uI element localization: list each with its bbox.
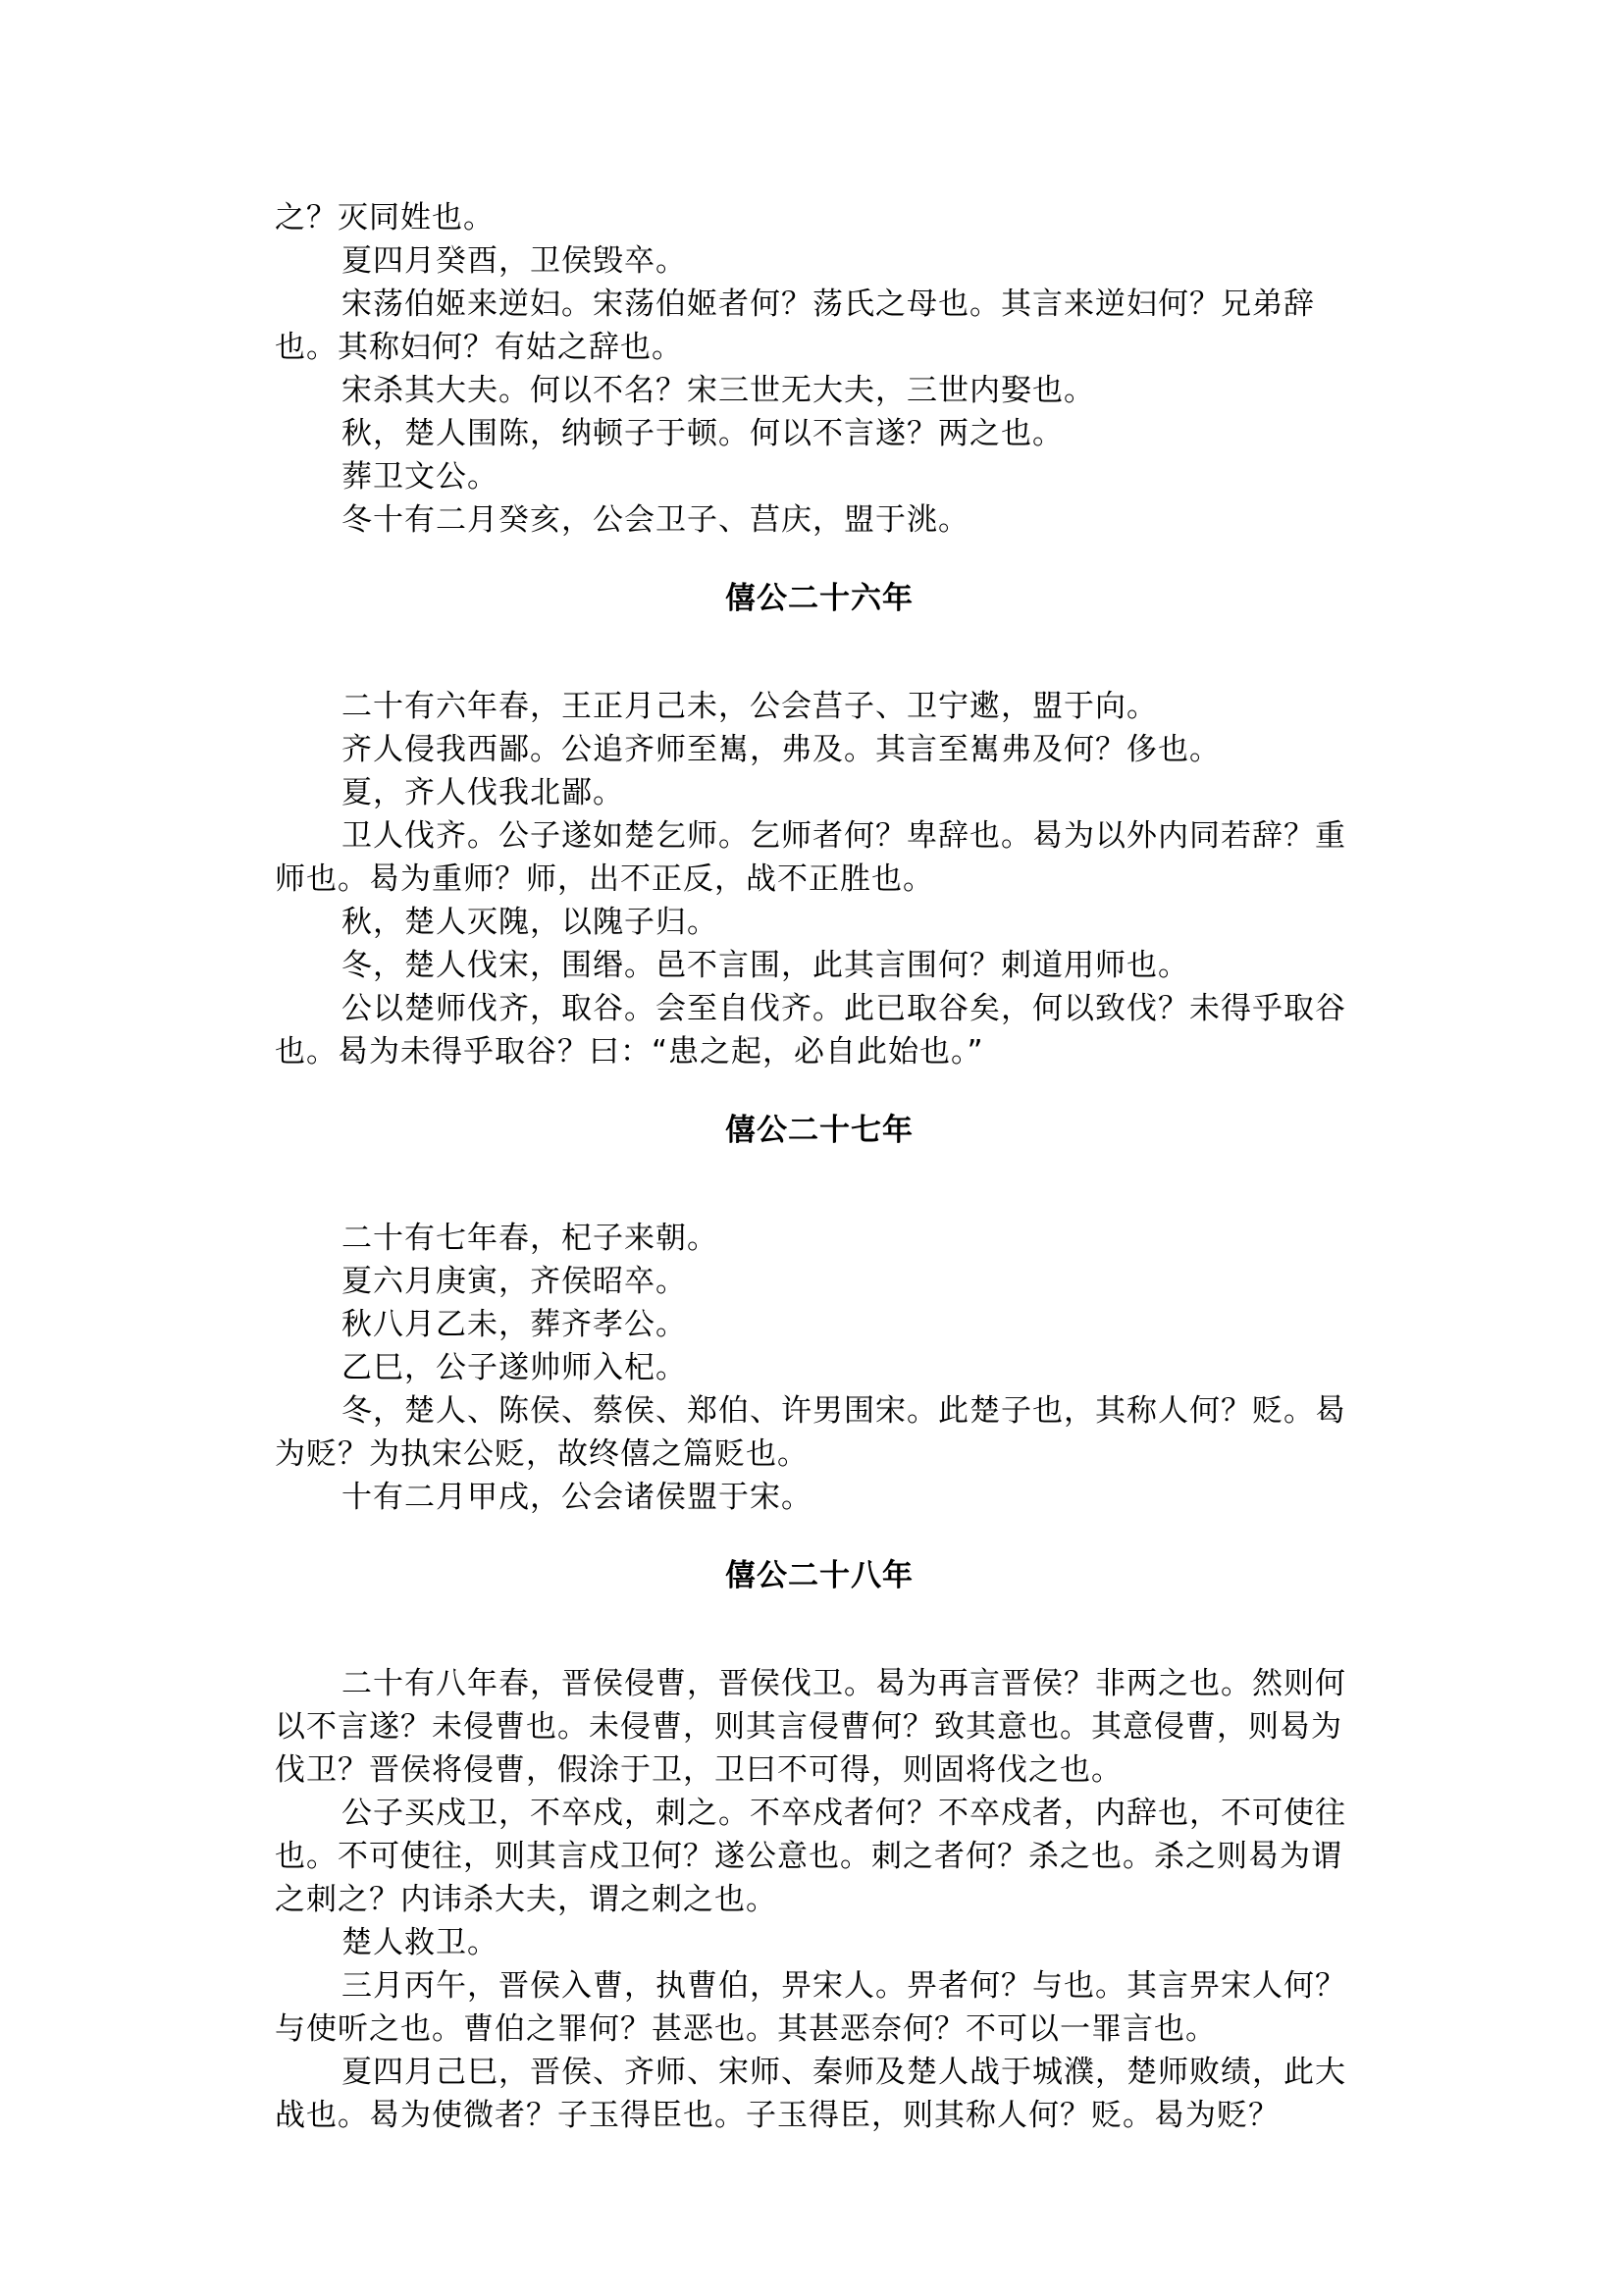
paragraph: 冬，楚人、陈侯、蔡侯、郑伯、许男围宋。此楚子也，其称人何？贬。曷为贬？为执宋公贬，故终僖之篇贬也。 bbox=[275, 1393, 1346, 1472]
paragraph: 楚人救卫。 bbox=[341, 1925, 498, 1960]
paragraph: 齐人侵我西鄙。公追齐师至嶲，弗及。其言至嶲弗及何？侈也。 bbox=[341, 732, 1221, 767]
section-heading: 僖公二十六年 bbox=[725, 581, 914, 616]
paragraph: 三月丙午，晋侯入曹，执曹伯，畀宋人。畀者何？与也。其言畀宋人何？与使听之也。曹伯之罪何？甚恶也。其甚恶奈何？不可以一罪言也。 bbox=[275, 1968, 1346, 2047]
paragraph: 夏四月癸酉，卫侯毁卒。 bbox=[341, 243, 687, 279]
paragraph: 卫人伐齐。公子遂如楚乞师。乞师者何？卑辞也。曷为以外内同若辞？重师也。曷为重师？师，出不正反，战不正胜也。 bbox=[275, 818, 1346, 897]
paragraph: 二十有七年春，杞子来朝。 bbox=[341, 1221, 718, 1256]
paragraph: 秋，楚人围陈，纳顿子于顿。何以不言遂？两之也。 bbox=[341, 416, 1064, 451]
section-continuation bbox=[275, 196, 1364, 542]
paragraph: 公子买戍卫，不卒戍，刺之。不卒戍者何？不卒戍者，内辞也，不可使往也。不可使往，则其言戍卫何？遂公意也。刺之者何？杀之也。杀之则曷为谓之刺之？内讳杀大夫，谓之刺之也。 bbox=[275, 1796, 1346, 1917]
paragraph: 之？灭同姓也。 bbox=[275, 200, 495, 235]
paragraph: 秋，楚人灭隗，以隗子归。 bbox=[341, 905, 718, 940]
paragraph: 冬，楚人伐宋，围缗。邑不言围，此其言围何？刺道用师也。 bbox=[341, 948, 1189, 983]
paragraph: 冬十有二月癸亥，公会卫子、莒庆，盟于洮。 bbox=[341, 502, 969, 538]
paragraph: 宋杀其大夫。何以不名？宋三世无大夫，三世内娶也。 bbox=[341, 373, 1095, 408]
paragraph: 夏六月庚寅，齐侯昭卒。 bbox=[341, 1264, 687, 1299]
paragraph: 秋八月乙未，葬齐孝公。 bbox=[341, 1307, 687, 1342]
paragraph: 葬卫文公。 bbox=[341, 459, 498, 495]
section-year-26 bbox=[275, 577, 1364, 1073]
paragraph: 乙巳，公子遂帅师入杞。 bbox=[341, 1350, 687, 1385]
section-year-28 bbox=[275, 1554, 1364, 2137]
paragraph: 二十有六年春，王正月己未，公会莒子、卫宁遬，盟于向。 bbox=[341, 689, 1158, 724]
section-heading: 僖公二十七年 bbox=[725, 1113, 914, 1148]
section-heading: 僖公二十八年 bbox=[725, 1558, 914, 1593]
paragraph: 夏，齐人伐我北鄙。 bbox=[341, 775, 624, 810]
paragraph: 夏四月己巳，晋侯、齐师、宋师、秦师及楚人战于城濮，楚师败绩，此大战也。曷为使微者？子玉得臣也。子玉得臣，则其称人何？贬。曷为贬？ bbox=[275, 2055, 1346, 2133]
paragraph: 十有二月甲戌，公会诸侯盟于宋。 bbox=[341, 1480, 812, 1515]
document-page bbox=[275, 196, 1364, 2137]
paragraph: 宋荡伯姬来逆妇。宋荡伯姬者何？荡氏之母也。其言来逆妇何？兄弟辞也。其称妇何？有姑之辞也。 bbox=[275, 287, 1315, 365]
paragraph: 二十有八年春，晋侯侵曹，晋侯伐卫。曷为再言晋侯？非两之也。然则何以不言遂？未侵曹也。未侵曹，则其言侵曹何？致其意也。其意侵曹，则曷为伐卫？晋侯将侵曹，假涂于卫，卫曰不可得，则固将伐之也。 bbox=[275, 1666, 1346, 1788]
section-year-27 bbox=[275, 1109, 1364, 1519]
paragraph: 公以楚师伐齐，取谷。会至自伐齐。此已取谷矣，何以致伐？未得乎取谷也。曷为未得乎取谷？曰：“患之起，必自此始也。” bbox=[275, 991, 1346, 1069]
